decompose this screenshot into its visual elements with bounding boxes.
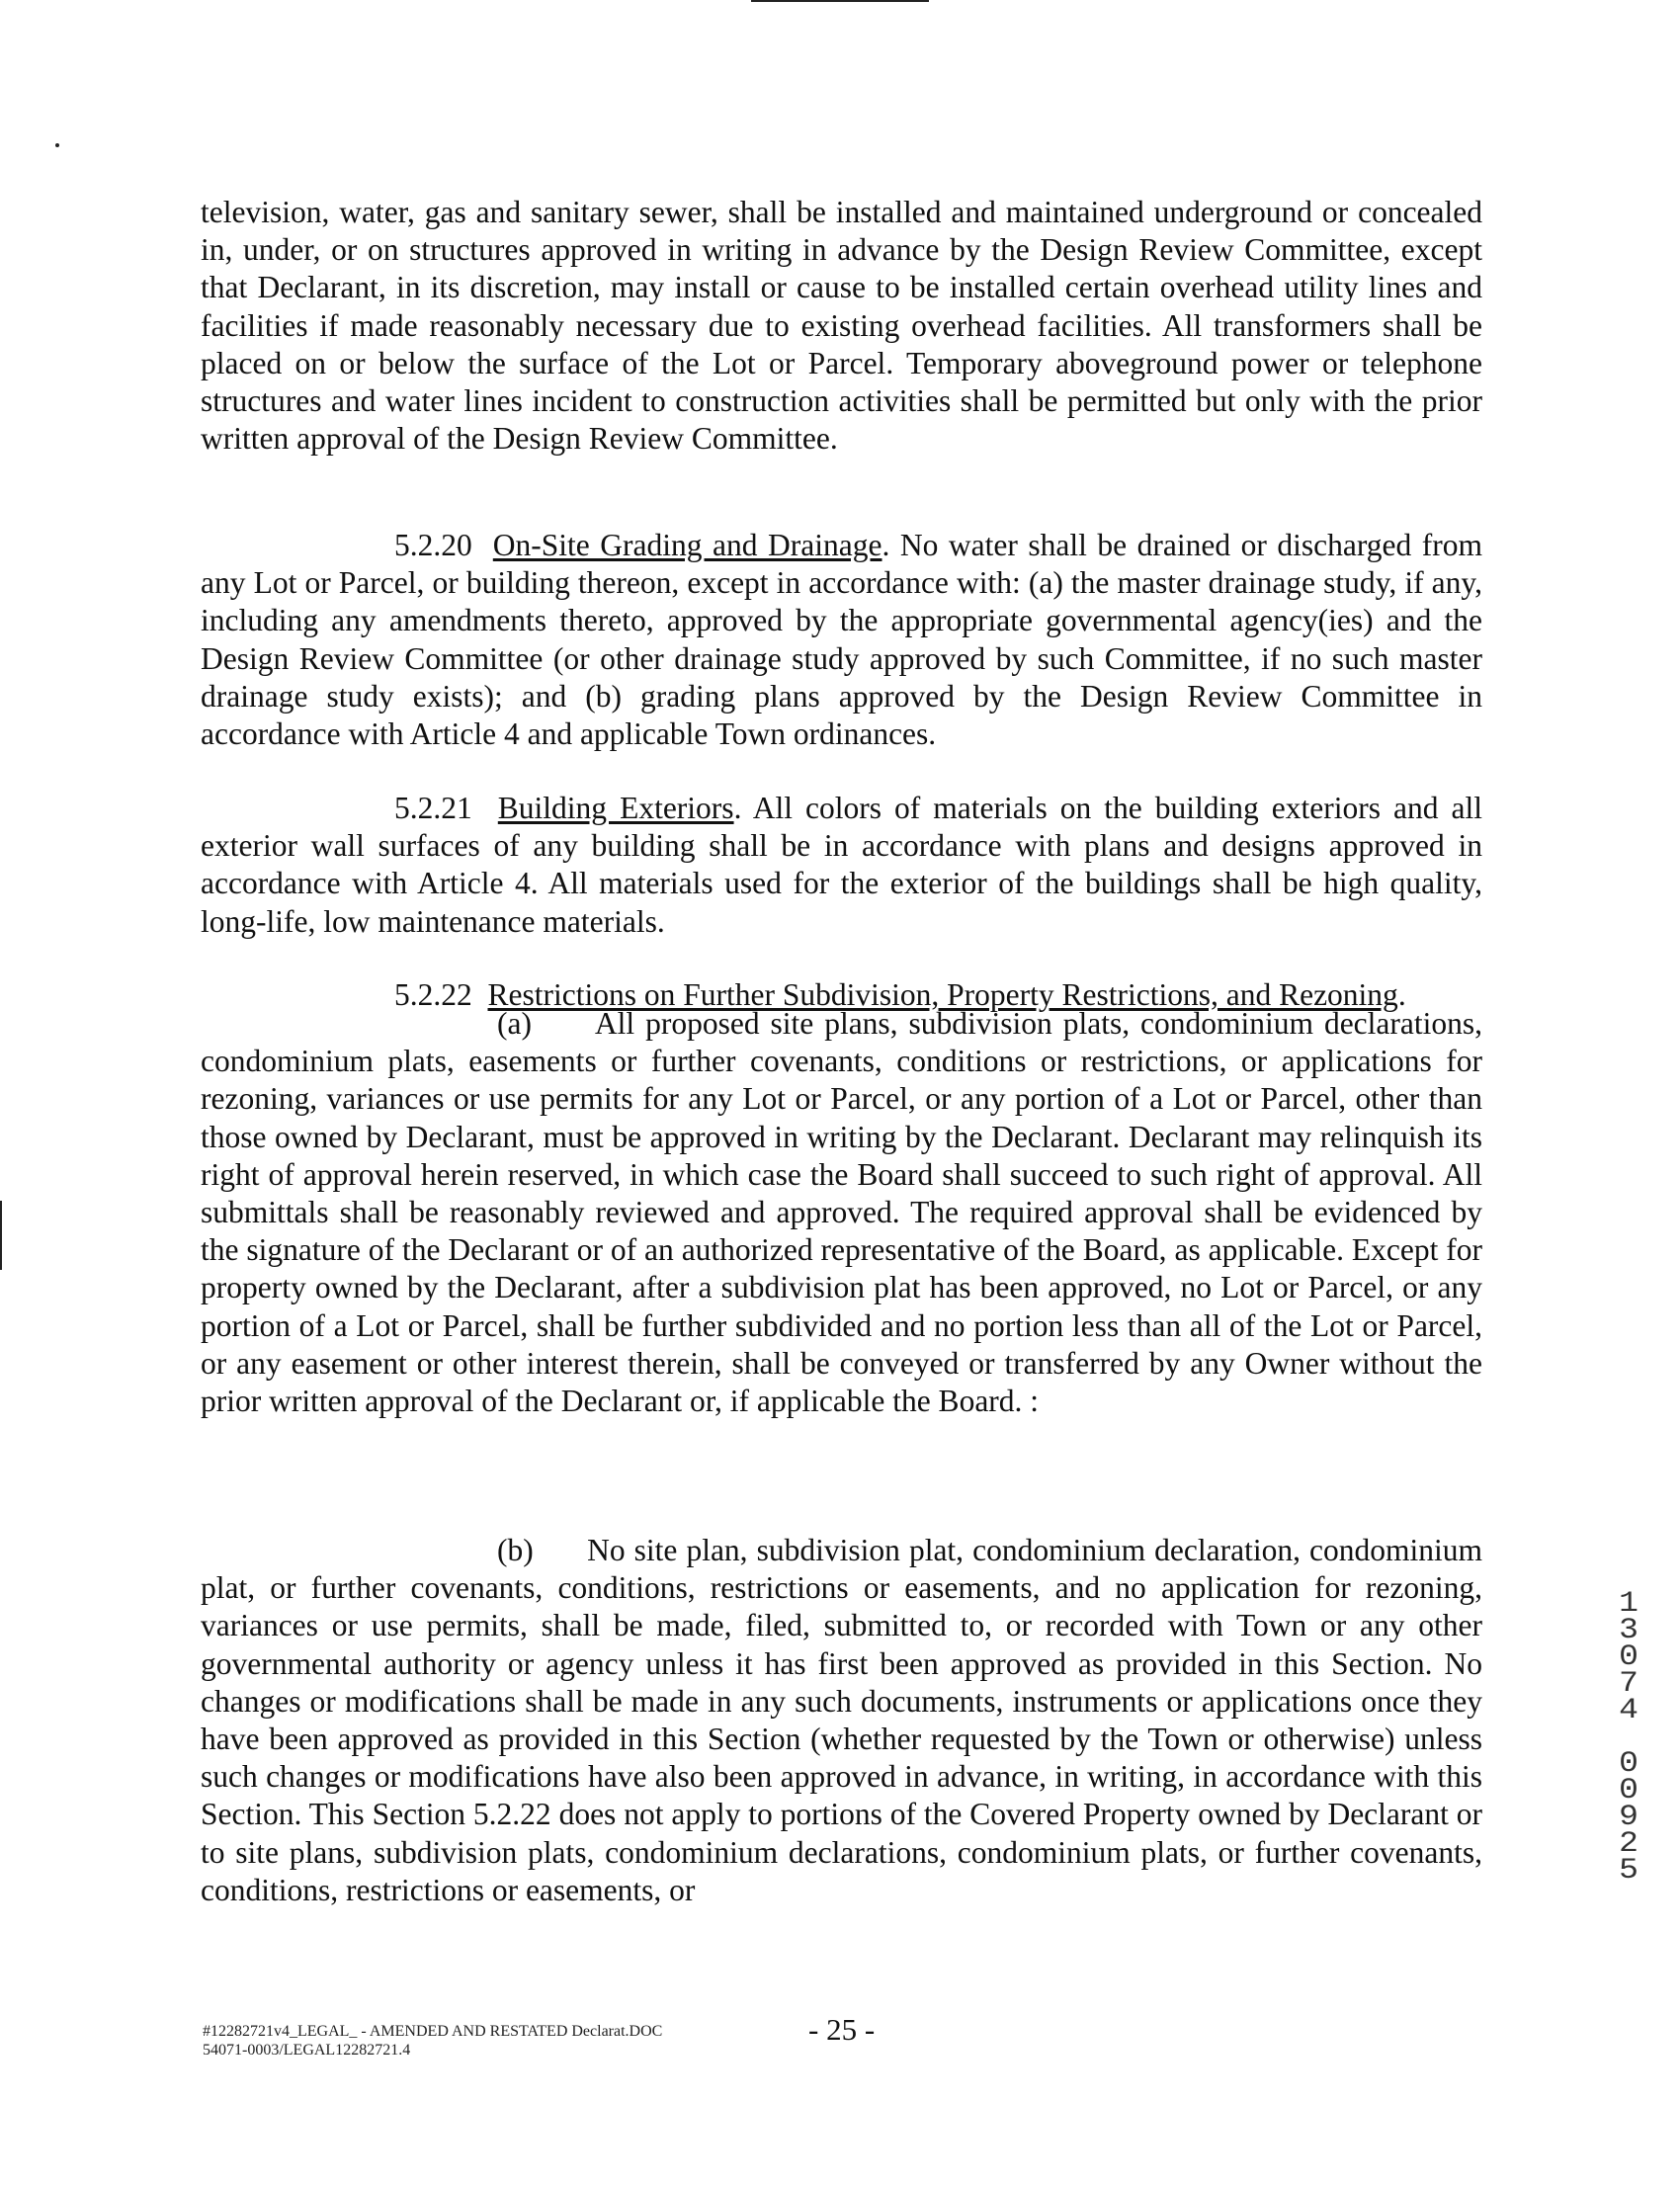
section-text: . All colors of materials on the building exteriors and all exterior wall surfaces of any building shall be in accordance with plans and designs approved in accordance with Article 4. All materials used for the exterior of the buildings shall be high quality, long-life, low maintenance materials. [201,791,1483,939]
section-number: 5.2.21 [394,791,472,825]
subsection-label: (a) [497,1006,532,1041]
section-heading: Building Exteriors [497,791,734,825]
scan-edge-mark [0,1201,2,1270]
section-5-2-20 [201,527,1482,753]
scan-speck [55,143,59,147]
stamp-digit: 5 [1619,1854,1638,1888]
paragraph-continuation [201,194,1482,458]
subsection-a [201,1005,1482,1420]
stamp-digit: 4 [1619,1694,1638,1727]
scan-mark-top [751,0,929,2]
footer-doc-id [203,2022,662,2060]
recording-stamp [1607,1587,1650,1888]
subsection-label: (b) [497,1533,534,1567]
stamp-digit: 1 [1619,1587,1638,1621]
footer-doc-line-1: #12282721v4_LEGAL_ - AMENDED AND RESTATED Declarat.DOC [203,2023,663,2040]
subsection-text: All proposed site plans, subdivision plats, condominium declarations, condominium plats, easements or further covenants, conditions or restrictions, or applications for rezoning, variances or use permits for any Lot or Parcel, or any portion of a Lot or Parcel, other than those owned by Declarant, must be approved in writing by the Declarant. Declarant may relinquish its right of approval herein reserved, in which case the Board shall succeed to such right of approval. All submittals shall be reasonably reviewed and approved. The required approval shall be evidenced by the signature of the Declarant or of an authorized representative of the Board, as applicable. Except for property owned by the Declarant, after a subdivision plat has been approved, no Lot or Parcel, or any portion of a Lot or Parcel, shall be further subdivided and no portion less than all of the Lot or Parcel, or any easement or other interest therein, shall be conveyed or transferred by any Owner without the prior written approval of the Declarant or, if applicable the Board. : [201,1006,1483,1419]
footer-doc-line-2: 54071-0003/LEGAL12282721.4 [203,2042,411,2059]
stamp-digit: 0 [1619,1640,1638,1674]
subsection-text: No site plan, subdivision plat, condominium declaration, condominium plat, or further covenants, conditions, restrictions or easements, and no application for rezoning, variances or use permits, shall be made, filed, submitted to, or recorded with Town or any other governmental authority or agency unless it has first been approved as provided in this Section. No changes or modifications shall be made in any such documents, instruments or applications once they have been approved as provided in this Section (whether requested by the Town or otherwise) unless such changes or modifications have also been approved in advance, in writing, in accordance with this Section. This Section 5.2.22 does not apply to portions of the Covered Property owned by Declarant or to site plans, subdivision plats, condominium declarations, condominium plats, or further covenants, conditions, restrictions or easements, or [201,1533,1482,1907]
heading-period: . [1397,977,1406,1012]
page-number: - 25 - [808,2012,876,2047]
stamp-digit: 7 [1619,1667,1638,1701]
section-heading: Restrictions on Further Subdivision, Property Restrictions, and Rezoning [487,977,1398,1012]
stamp-digit: 9 [1619,1801,1638,1834]
paragraph-continuation-text: television, water, gas and sanitary sewer, shall be installed and maintained underground or concealed in, under, or on structures approved in writing in advance by the Design Review Committee, except that Declarant, in its discretion, may install or cause to be installed certain overhead utility lines and facilities if made reasonably necessary due to existing overhead facilities. All transformers shall be placed on or below the surface of the Lot or Parcel. Temporary aboveground power or telephone structures and water lines incident to construction activities shall be permitted but only with the prior written approval of the Design Review Committee. [201,195,1482,457]
section-number: 5.2.20 [394,528,472,562]
section-text: . No water shall be drained or discharged from any Lot or Parcel, or building thereon, except in accordance with: (a) the master drainage study, if any, including any amendments thereto, approved by the appropriate governmental agency(ies) and the Design Review Committee (or other drainage study approved by such Committee, if no such master drainage study exists); and (b) grading plans approved by the Design Review Committee in accordance with Article 4 and applicable Town ordinances. [201,528,1482,752]
section-number: 5.2.22 [394,977,472,1012]
subsection-b [201,1532,1482,1909]
stamp-digit: 0 [1619,1774,1638,1808]
section-heading: On-Site Grading and Drainage [492,528,882,562]
stamp-digit: 3 [1619,1614,1638,1647]
section-5-2-21 [201,790,1482,941]
stamp-digit: 0 [1619,1747,1638,1781]
stamp-digit: 2 [1619,1827,1638,1861]
